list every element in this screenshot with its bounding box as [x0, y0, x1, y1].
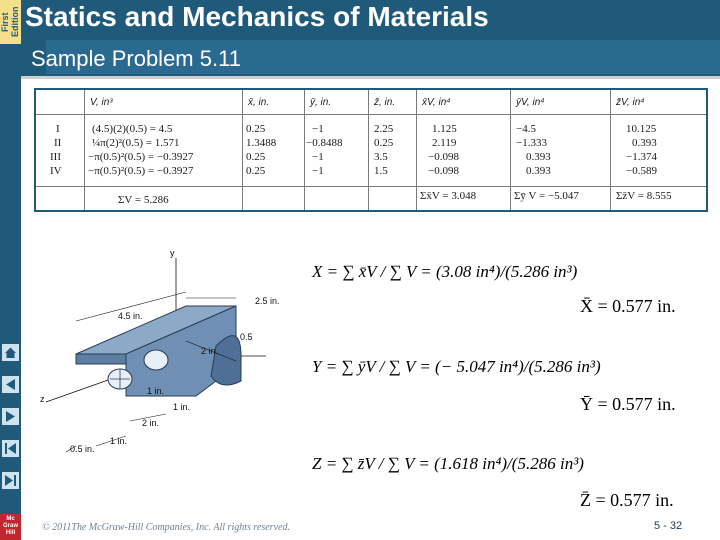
z-centroid-equation: Z = ∑ z̄V / ∑ V = (1.618 in⁴)/(5.286 in³) — [312, 454, 584, 473]
cell-yv: 0.393 — [526, 151, 551, 163]
cell-zv: −1.374 — [626, 151, 657, 163]
previous-slide-icon[interactable] — [2, 376, 19, 393]
table-column-divider — [242, 90, 243, 210]
table-row-divider — [36, 186, 706, 187]
cell-v: (4.5)(2)(0.5) = 4.5 — [92, 123, 173, 135]
cell-yv: −1.333 — [516, 137, 547, 149]
table-header-v: V, in³ — [90, 97, 113, 108]
cell-yv: −4.5 — [516, 123, 536, 135]
next-slide-icon[interactable] — [2, 408, 19, 425]
dim-1-in-label-b: 1 in. — [173, 402, 191, 412]
table-column-divider — [510, 90, 511, 210]
table-header-zv: z̄V, in⁴ — [616, 97, 645, 108]
x-centroid-equation: X = ∑ x̄V / ∑ V = (3.08 in⁴)/(5.286 in³) — [312, 262, 578, 281]
centroid-table — [34, 88, 708, 212]
table-header-xv: x̄V, in⁴ — [422, 97, 451, 108]
table-column-divider — [368, 90, 369, 210]
y-axis-label: y — [170, 248, 175, 258]
z-centroid-result: Z̄ = 0.577 in. — [580, 490, 674, 510]
table-header-z: z̄, in. — [374, 97, 396, 108]
row-label: II — [54, 137, 62, 149]
copyright-notice: © 2011The McGraw-Hill Companies, Inc. All rights reserved. — [42, 522, 290, 533]
cell-zv: 0.393 — [632, 137, 657, 149]
x-centroid-result: X̄ = 0.577 in. — [580, 296, 676, 316]
dim-0-5-right-label: 0.5 — [240, 332, 253, 342]
row-label: III — [50, 151, 61, 163]
cell-xv: −0.098 — [428, 165, 459, 177]
dim-4-5-label: 4.5 in. — [118, 311, 143, 321]
total-xv: Σx̄V = 3.048 — [420, 190, 477, 202]
publisher-logo-text: Mc Graw Hill — [2, 516, 18, 536]
dim-1-in-label-c: 1 in. — [110, 436, 128, 446]
cell-x: 0.25 — [246, 151, 266, 163]
cell-v: −π(0.5)²(0.5) = −0.3927 — [88, 151, 194, 163]
total-zv: Σz̄V = 8.555 — [616, 190, 672, 202]
row-label: I — [56, 123, 60, 135]
cell-yv: 0.393 — [526, 165, 551, 177]
bracket-figure — [36, 246, 306, 466]
first-slide-icon[interactable] — [2, 440, 19, 457]
page-number: 5 - 32 — [654, 520, 683, 532]
y-centroid-result: Ȳ = 0.577 in. — [580, 394, 676, 414]
z-axis-label: z — [40, 394, 45, 404]
cell-v: ¼π(2)²(0.5) = 1.571 — [92, 137, 180, 149]
cell-z: 0.25 — [374, 137, 394, 149]
table-column-divider — [416, 90, 417, 210]
left-sidebar — [0, 0, 21, 540]
table-column-divider — [304, 90, 305, 210]
publisher-logo — [0, 514, 21, 540]
cell-x: 0.25 — [246, 123, 266, 135]
cell-xv: −0.098 — [428, 151, 459, 163]
table-column-divider — [610, 90, 611, 210]
cell-z: 2.25 — [374, 123, 394, 135]
cell-xv: 2.119 — [432, 137, 457, 149]
cell-y: −1 — [312, 165, 324, 177]
last-slide-icon[interactable] — [2, 472, 19, 489]
slide-title: Statics and Mechanics of Materials — [25, 1, 489, 32]
dim-2-in-b-label: 2 in. — [142, 418, 160, 428]
table-row-divider — [36, 114, 706, 115]
table-header-yv: ȳV, in⁴ — [516, 97, 545, 108]
row-label: IV — [50, 165, 62, 177]
table-header-x: x̄, in. — [248, 97, 270, 108]
cell-zv: 10.125 — [626, 123, 657, 135]
dim-0-5-bottom-label: 0.5 in. — [70, 444, 95, 454]
dim-1-in-label-a: 1 in. — [147, 386, 165, 396]
cell-y: −1 — [312, 123, 324, 135]
cell-z: 3.5 — [374, 151, 388, 163]
cell-x: 0.25 — [246, 165, 266, 177]
dim-2-in-label: 2 in. — [201, 346, 219, 356]
cell-x: 1.3488 — [246, 137, 277, 149]
edition-tab: First Edition — [0, 0, 21, 44]
cell-zv: −0.589 — [626, 165, 657, 177]
cell-y: −1 — [312, 151, 324, 163]
cell-v: −π(0.5)²(0.5) = −0.3927 — [88, 165, 194, 177]
home-icon[interactable] — [2, 344, 19, 361]
slide-subtitle: Sample Problem 5.11 — [31, 46, 241, 71]
cell-xv: 1.125 — [432, 123, 457, 135]
table-column-divider — [84, 90, 85, 210]
total-v: ΣV = 5.286 — [118, 194, 169, 206]
table-header-y: ȳ, in. — [310, 97, 332, 108]
total-yv: Σȳ V = −5.047 — [514, 190, 579, 202]
cell-y: −0.8488 — [306, 137, 343, 149]
dim-2-5-label: 2.5 in. — [255, 296, 280, 306]
y-centroid-equation: Y = ∑ ȳV / ∑ V = (− 5.047 in⁴)/(5.286 in³) — [312, 357, 601, 376]
header-divider — [21, 76, 720, 79]
cell-z: 1.5 — [374, 165, 388, 177]
